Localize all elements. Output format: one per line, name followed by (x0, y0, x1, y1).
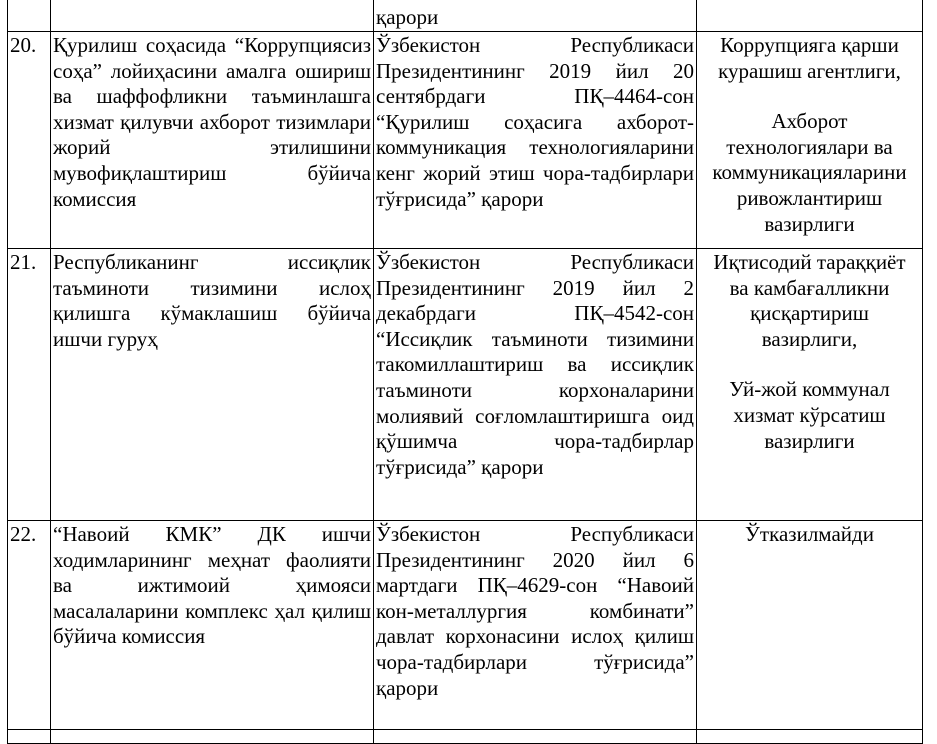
org-line: Ахборот (771, 109, 848, 134)
org-line: Уй-жой коммунал (729, 377, 890, 402)
org-line: коммуникацияларини (712, 160, 907, 185)
org-line: ривожлантириш (736, 185, 883, 210)
law-tail-text: қарори (376, 5, 439, 30)
number-cell (8, 0, 51, 32)
org-spacer (699, 352, 920, 377)
law-cell (374, 0, 697, 32)
responsible-organization (697, 521, 923, 730)
org-line: Иқтисодий тараққиёт (713, 250, 906, 274)
responsible-organization (697, 249, 923, 521)
org-spacer (699, 84, 920, 109)
table-row (8, 32, 923, 249)
org-line: технологиялари ва (726, 134, 893, 159)
commission-name: “Навоий КМК” ДК ишчи ходимларининг меҳнат фаолияти ва ижтимоий ҳимояси масалаларини комплекс ҳал қилиш бўйича комиссия (51, 521, 374, 730)
row-number: 21. (8, 249, 51, 521)
responsible-organization (697, 32, 923, 249)
row-number: 20. (8, 32, 51, 249)
org-line: Ўтказилмайди (745, 522, 874, 546)
org-line: вазирлиги (764, 211, 855, 236)
org-line: вазирлиги, (761, 326, 858, 351)
legal-basis: Ўзбекистон Республикаси Президентининг 2019 йил 2 декабрдаги ПҚ–4542-сон “Иссиқлик таъминоти тизимини такомиллаштириш ва иссиқлик таъминоти корхоналарини молиявий соғломлаштиришга оид қўшимча чора-тадбирлар тўғрисида” қарори (374, 249, 697, 521)
org-line: вазирлиги (764, 428, 855, 453)
commissions-table (7, 0, 923, 744)
org-line: ва камбағалликни (729, 275, 890, 300)
org-line: қисқартириш (750, 301, 869, 326)
body-cell (51, 0, 374, 32)
org-cell (697, 0, 923, 32)
org-line: Коррупцияга қарши (720, 33, 899, 57)
org-line: хизмат кўрсатиш (733, 402, 886, 427)
legal-basis: Ўзбекистон Республикаси Президентининг 2020 йил 6 мартдаги ПҚ–4629-сон “Навоий кон-металлургия комбинати” давлат корхонасини ислоҳ қилиш чора-тадбирлари тўғрисида” қарори (374, 521, 697, 730)
table-row (8, 249, 923, 521)
table-row (8, 521, 923, 730)
row-number: 22. (8, 521, 51, 730)
legal-basis: Ўзбекистон Республикаси Президентининг 2019 йил 20 сентябрдаги ПҚ–4464-сон “Қурилиш соҳасига ахборот-коммуникация технологияларини кенг жорий этиш чора-тадбирлари тўғрисида” қарори (374, 32, 697, 249)
table-row-continued (8, 0, 923, 32)
commission-name: Республиканинг иссиқлик таъминоти тизимини ислоҳ қилишга кўмаклашиш бўйича ишчи гуруҳ (51, 249, 374, 521)
commission-name: Қурилиш соҳасида “Коррупциясиз соҳа” лойиҳасини амалга ошириш ва шаффофликни таъминлашга хизмат қилувчи ахборот тизимлари жорий этилишини мувофиқлаштириш бўйича комиссия (51, 32, 374, 249)
org-line: курашиш агентлиги, (718, 58, 901, 83)
